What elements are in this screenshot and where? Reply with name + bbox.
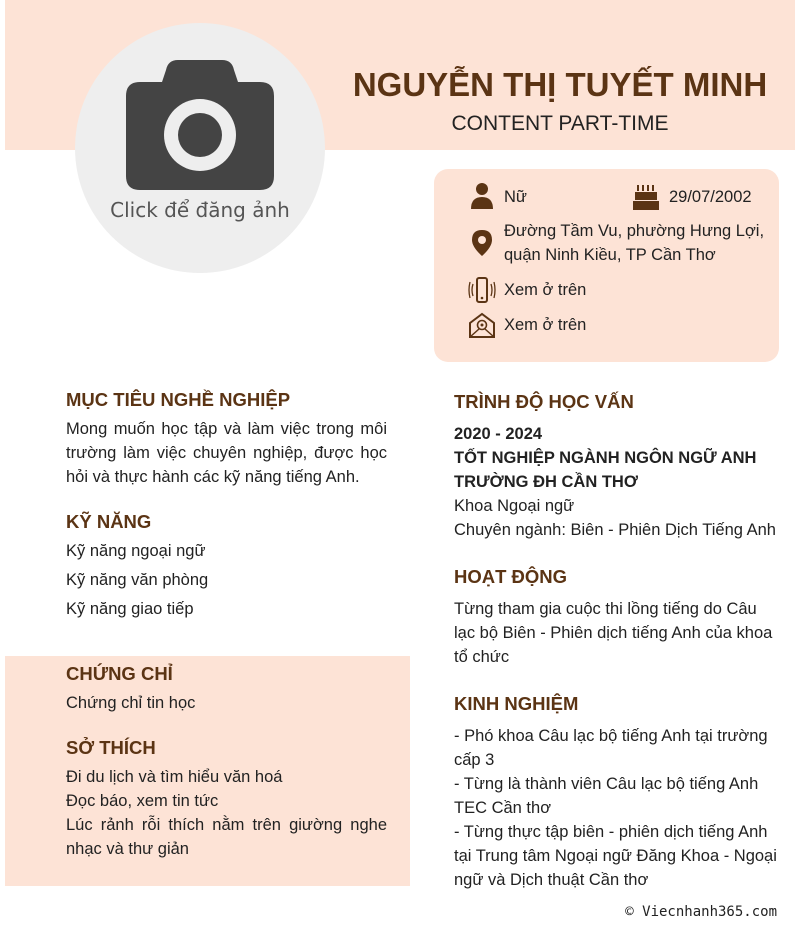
skills-title: KỸ NĂNG bbox=[66, 511, 152, 532]
education-title: TRÌNH ĐỘ HỌC VẤN bbox=[454, 391, 634, 412]
location-pin-icon bbox=[468, 229, 496, 257]
footer-watermark: © Viecnhanh365.com bbox=[625, 904, 777, 920]
experience-list bbox=[454, 724, 782, 892]
skill-item: Kỹ năng giao tiếp bbox=[66, 600, 194, 618]
education-faculty: Khoa Ngoại ngữ bbox=[454, 497, 575, 515]
address-line-1: Đường Tầm Vu, phường Hưng Lợi, bbox=[504, 222, 765, 240]
upload-photo-caption[interactable]: Click để đăng ảnh bbox=[110, 198, 290, 222]
birthdate-value: 29/07/2002 bbox=[669, 188, 752, 206]
person-icon bbox=[468, 182, 496, 210]
hobby-item: Đi du lịch và tìm hiểu văn hoá bbox=[66, 768, 283, 786]
birthday-cake-icon bbox=[632, 183, 660, 211]
personal-info-card bbox=[434, 169, 779, 362]
hobby-item: Đọc báo, xem tin tức bbox=[66, 792, 219, 810]
camera-icon[interactable] bbox=[126, 60, 274, 190]
experience-item: - Phó khoa Câu lạc bộ tiếng Anh tại trường cấp 3 bbox=[454, 727, 768, 769]
address-line-2: quận Ninh Kiều, TP Cần Thơ bbox=[504, 246, 716, 264]
phone-icon bbox=[468, 276, 496, 304]
activities-title: HOẠT ĐỘNG bbox=[454, 566, 568, 587]
phone-value: Xem ở trên bbox=[504, 281, 587, 299]
objective-title: MỤC TIÊU NGHỀ NGHIỆP bbox=[66, 389, 291, 410]
experience-title: KINH NGHIỆM bbox=[454, 693, 579, 714]
hobby-item: Lúc rảnh rỗi thích nằm trên giường nghe nhạc và thư giản bbox=[66, 816, 387, 858]
hobbies-list bbox=[66, 765, 387, 861]
skill-item: Kỹ năng ngoại ngữ bbox=[66, 542, 206, 560]
email-envelope-icon bbox=[468, 311, 496, 339]
certificates-title: CHỨNG CHỈ bbox=[66, 663, 173, 684]
experience-item: - Từng thực tập biên - phiên dịch tiếng Anh tại Trung tâm Ngoại ngữ Đăng Khoa - Ngoại ngữ và Dịch thuật Cần thơ bbox=[454, 823, 777, 889]
hobbies-title: SỞ THÍCH bbox=[66, 737, 156, 758]
email-value: Xem ở trên bbox=[504, 316, 587, 334]
address-value bbox=[504, 219, 764, 267]
objective-text: Mong muốn học tập và làm việc trong môi trường làm việc chuyên nghiệp, được học hỏi và thực hành các kỹ năng tiếng Anh. bbox=[66, 420, 387, 486]
education-details bbox=[454, 422, 784, 542]
skill-item: Kỹ năng văn phòng bbox=[66, 571, 209, 589]
certificate-item: Chứng chỉ tin học bbox=[66, 694, 196, 712]
education-school: TRƯỜNG ĐH CẦN THƠ bbox=[454, 473, 638, 491]
education-period: 2020 - 2024 bbox=[454, 425, 543, 443]
experience-item: - Từng là thành viên Câu lạc bộ tiếng Anh TEC Cần thơ bbox=[454, 775, 759, 817]
candidate-name: NGUYỄN THỊ TUYẾT MINH bbox=[352, 66, 768, 103]
education-degree: TỐT NGHIỆP NGÀNH NGÔN NGỮ ANH bbox=[454, 449, 757, 467]
activities-text: Từng tham gia cuộc thi lồng tiếng do Câu lạc bộ Biên - Phiên dịch tiếng Anh của khoa tổ chức bbox=[454, 600, 773, 666]
job-title: CONTENT PART-TIME bbox=[451, 112, 669, 135]
gender-value: Nữ bbox=[504, 188, 527, 206]
education-major: Chuyên ngành: Biên - Phiên Dịch Tiếng Anh bbox=[454, 521, 776, 539]
